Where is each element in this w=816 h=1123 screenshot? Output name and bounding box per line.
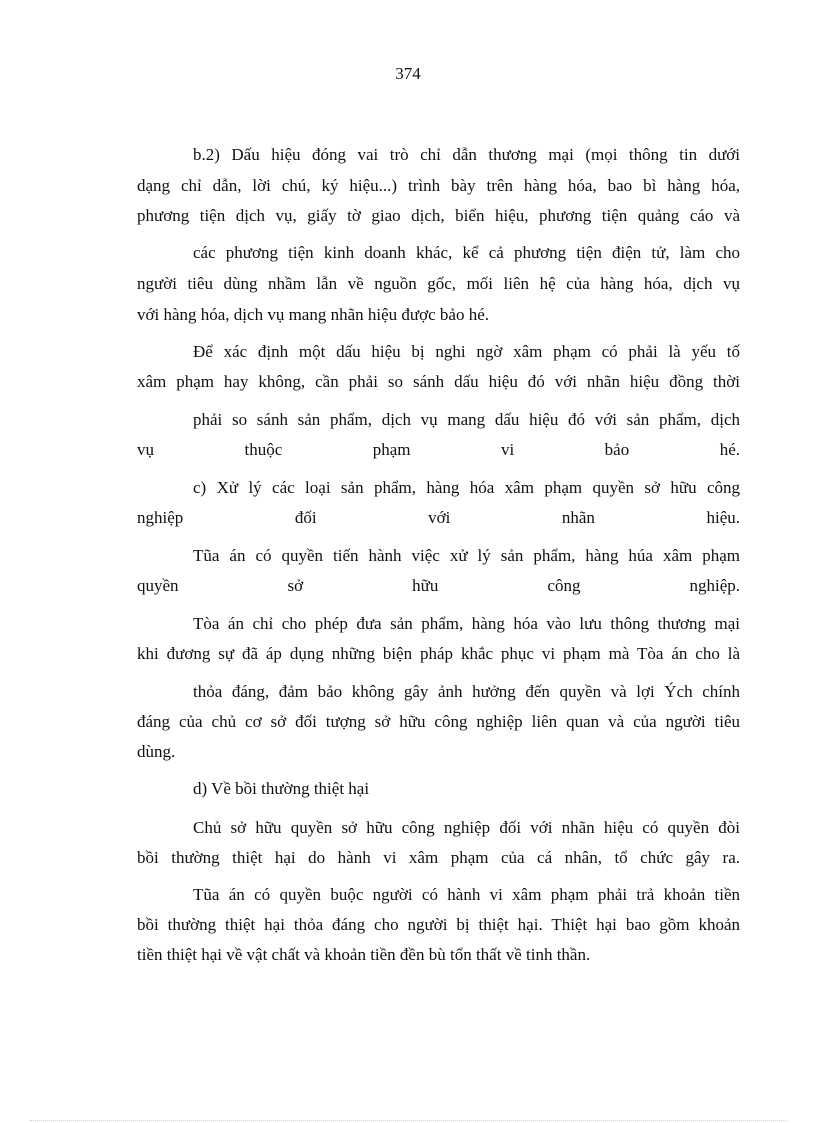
- text-line: Tòa án chỉ cho phép đưa sản phẩm, hàng hóa vào lưu thông thương mại: [193, 614, 740, 633]
- text-line: xâm phạm hay không, cần phải so sánh dấu hiệu đó với nhãn hiệu đồng thời: [137, 372, 740, 391]
- text-line: người tiêu dùng nhầm lẫn về nguồn gốc, mối liên hệ của hàng hóa, dịch vụ: [137, 274, 740, 293]
- text-line: các phương tiện kinh doanh khác, kể cả phương tiện điện tử, làm cho: [193, 243, 740, 262]
- text-line: phải so sánh sản phẩm, dịch vụ mang dấu hiệu đó với sản phẩm, dịch: [193, 410, 740, 429]
- text-line: vụ thuộc phạm vi bảo hé.: [137, 440, 740, 459]
- text-line: Tũa án có quyền buộc người có hành vi xâm phạm phải trả khoản tiền: [193, 885, 740, 904]
- text-line: tiền thiệt hại về vật chất và khoản tiền đền bù tổn thất về tinh thần.: [137, 945, 591, 964]
- section-heading: d) Về bồi thường thiệt hại: [193, 779, 370, 798]
- text-line: khi đương sự đã áp dụng những biện pháp khắc phục vi phạm mà Tòa án cho là: [137, 644, 740, 663]
- text-line: với hàng hóa, dịch vụ mang nhãn hiệu được bảo hé.: [137, 305, 489, 324]
- page-bottom-rule: [30, 1120, 786, 1121]
- text-line: b.2) Dấu hiệu đóng vai trò chỉ dẫn thương mại (mọi thông tin dưới: [193, 145, 740, 164]
- text-line: Tũa án có quyền tiến hành việc xử lý sản phẩm, hàng húa xâm phạm: [193, 546, 740, 565]
- page-number: 374: [395, 64, 421, 83]
- text-line: bồi thường thiệt hại thỏa đáng cho người bị thiệt hại. Thiệt hại bao gồm khoản: [137, 915, 740, 934]
- text-line: quyền sở hữu công nghiệp.: [137, 576, 740, 595]
- text-line: nghiệp đối với nhãn hiệu.: [137, 508, 740, 527]
- text-line: phương tiện dịch vụ, giấy tờ giao dịch, biển hiệu, phương tiện quảng cáo và: [137, 206, 740, 225]
- text-line: đáng của chủ cơ sở đối tượng sở hữu công nghiệp liên quan và của người tiêu: [137, 712, 740, 731]
- text-line: Chủ sở hữu quyền sở hữu công nghiệp đối với nhãn hiệu có quyền đòi: [193, 818, 740, 837]
- text-line: dùng.: [137, 742, 176, 761]
- text-line: dạng chỉ dẫn, lời chú, ký hiệu...) trình bày trên hàng hóa, bao bì hàng hóa,: [137, 176, 740, 195]
- text-line: c) Xử lý các loại sản phẩm, hàng hóa xâm phạm quyền sở hữu công: [193, 478, 740, 497]
- text-line: Để xác định một dấu hiệu bị nghi ngờ xâm phạm có phải là yếu tố: [193, 342, 740, 361]
- text-line: thỏa đáng, đảm bảo không gây ảnh hưởng đến quyền và lợi Ých chính: [193, 682, 740, 701]
- text-line: bồi thường thiệt hại do hành vi xâm phạm của cá nhân, tổ chức gây ra.: [137, 848, 740, 867]
